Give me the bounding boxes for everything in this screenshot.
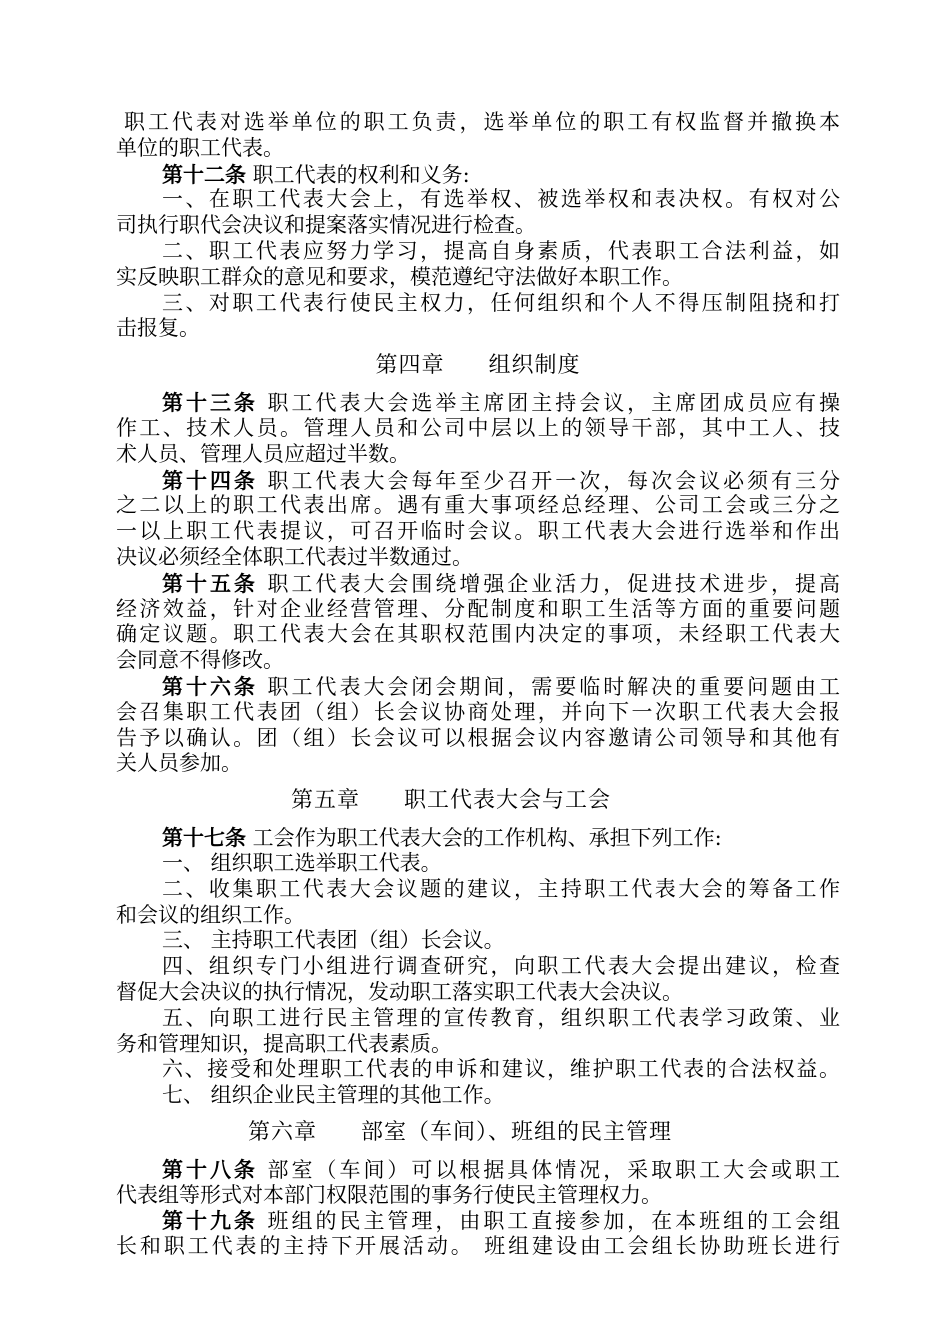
list-item-line: 二、职工代表应努力学习，提高自身素质，代表职工合法利益，如 <box>162 238 840 263</box>
article-19-first-line: 第十九条 班组的民主管理，由职工直接参加，在本班组的工会组 <box>162 1208 840 1234</box>
article-12-heading <box>116 162 840 188</box>
article-17-heading <box>116 825 840 851</box>
list-item-line: 七、 组织企业民主管理的其他工作。 <box>162 1083 505 1108</box>
paragraph-line: 关人员参加。 <box>116 751 242 776</box>
list-item-line: 五、向职工进行民主管理的宣传教育，组织职工代表学习政策、业 <box>162 1005 840 1030</box>
paragraph-line: 一以上职工代表提议，可召开临时会议。职工代表大会进行选举和作出 <box>116 519 840 544</box>
list-item-line: 务和管理知识，提高职工代表素质。 <box>116 1031 452 1056</box>
article-number: 第十六条 <box>162 673 258 699</box>
chapter-number: 第五章 <box>290 788 360 814</box>
document-body <box>116 110 840 1260</box>
paragraph-line: 作工、技术人员。管理人员和公司中层以上的领导干部，其中工人、技 <box>116 415 840 440</box>
chapter-title: 组织制度 <box>488 353 581 379</box>
paragraph-line: 决议必须经全体职工代表过半数通过。 <box>116 544 473 569</box>
paragraph-line: 告予以确认。团（组）长会议可以根据会议内容邀请公司领导和其他有 <box>116 725 840 750</box>
list-item-line: 三、对职工代表行使民主权力，任何组织和个人不得压制阻挠和打 <box>162 290 840 315</box>
chapter-title: 职工代表大会与工会 <box>404 788 612 814</box>
article-number: 第十八条 <box>162 1156 258 1182</box>
article-title: 职工代表的权利和义务: <box>246 162 470 187</box>
chapter-6-heading <box>116 1113 840 1153</box>
article-number: 第十五条 <box>162 570 258 596</box>
article-number: 第十三条 <box>162 390 258 416</box>
list-item-line: 司执行职代会决议和提案落实情况进行检查。 <box>116 213 536 238</box>
article-number: 第十九条 <box>162 1208 258 1234</box>
chapter-number: 第四章 <box>375 353 445 379</box>
paragraph-line: 之二以上的职工代表出席。遇有重大事项经总经理、公司工会或三分之 <box>116 493 840 518</box>
article-number: 第十七条 <box>162 825 246 851</box>
chapter-4-heading <box>116 346 840 386</box>
article-number: 第十二条 <box>162 161 246 187</box>
paragraph-line: 确定议题。职工代表大会在其职权范围内决定的事项，未经职工代表大 <box>116 622 840 647</box>
article-13-first-line: 第十三条 职工代表大会选举主席团主持会议，主席团成员应有操 <box>162 390 840 416</box>
list-item-line: 四、组织专门小组进行调查研究，向职工代表大会提出建议，检查 <box>162 954 840 979</box>
list-item-line: 一、在职工代表大会上，有选举权、被选举权和表决权。有权对公 <box>162 187 840 212</box>
list-item-line: 三、 主持职工代表团（组）长会议。 <box>162 928 505 953</box>
paragraph-line: 代表组等形式对本部门权限范围的事务行使民主管理权力。 <box>116 1182 662 1207</box>
chapter-number: 第六章 <box>247 1119 317 1145</box>
list-item-line: 一、 组织职工选举职工代表。 <box>162 850 442 875</box>
paragraph-line: 长和职工代表的主持下开展活动。 班组建设由工会组长协助班长进行 <box>116 1234 840 1259</box>
article-15-first-line: 第十五条 职工代表大会围绕增强企业活力，促进技术进步，提高 <box>162 570 840 596</box>
list-item-line: 实反映职工群众的意见和要求，模范遵纪守法做好本职工作。 <box>116 264 683 289</box>
list-item-line: 督促大会决议的执行情况，发动职工落实职工代表大会决议。 <box>116 979 683 1004</box>
paragraph-line: 经济效益，针对企业经营管理、分配制度和职工生活等方面的重要问题 <box>116 596 840 621</box>
article-number: 第十四条 <box>162 467 258 493</box>
article-14-first-line: 第十四条 职工代表大会每年至少召开一次，每次会议必须有三分 <box>162 467 840 493</box>
paragraph-line: 会召集职工代表团（组）长会议协商处理，并向下一次职工代表大会报 <box>116 699 840 724</box>
article-16-first-line: 第十六条 职工代表大会闭会期间，需要临时解决的重要问题由工 <box>162 673 840 699</box>
article-title: 工会作为职工代表大会的工作机构、承担下列工作: <box>246 826 722 851</box>
paragraph-line: 职工代表对选举单位的职工负责，选举单位的职工有权监督并撤换本 <box>124 110 840 134</box>
chapter-title: 部室（车间）、班组的民主管理 <box>361 1119 673 1145</box>
paragraph-line: 术人员、管理人员应超过半数。 <box>116 441 410 466</box>
article-18-first-line: 第十八条 部室（车间）可以根据具体情况，采取职工大会或职工 <box>162 1156 840 1182</box>
chapter-5-heading <box>116 781 840 821</box>
list-item-line: 击报复。 <box>116 316 200 341</box>
list-item-line: 二、收集职工代表大会议题的建议，主持职工代表大会的筹备工作 <box>162 876 840 901</box>
list-item-line: 六、接受和处理职工代表的申诉和建议，维护职工代表的合法权益。 <box>162 1057 840 1082</box>
paragraph-line: 会同意不得修改。 <box>116 648 284 673</box>
paragraph-line: 单位的职工代表。 <box>116 135 284 160</box>
list-item-line: 和会议的组织工作。 <box>116 902 305 927</box>
